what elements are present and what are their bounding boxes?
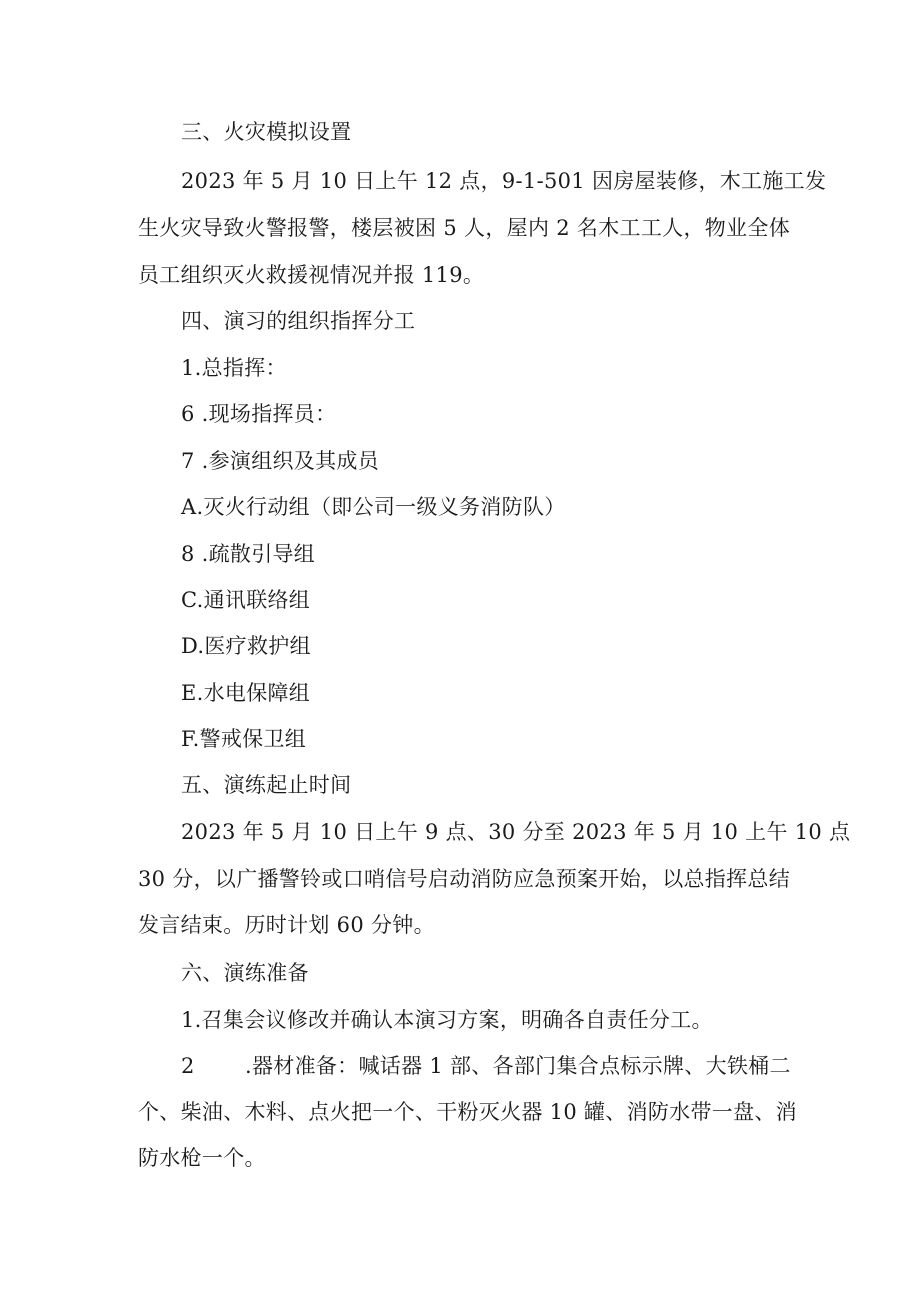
paragraph-line: 发言结束。历时计划 60 分钟。 (138, 913, 435, 937)
paragraph-line: 2023 年 5 月 10 日上午 9 点、30 分至 2023 年 5 月 10 上午 10 点 (181, 820, 851, 844)
list-item: E.水电保障组 (181, 681, 311, 705)
list-item: C.通讯联络组 (181, 588, 311, 612)
list-item: 1.召集会议修改并确认本演习方案，明确各自责任分工。 (181, 1008, 713, 1032)
list-item-number: 2 (181, 1054, 195, 1078)
section-heading-organization: 四、演习的组织指挥分工 (181, 309, 416, 333)
list-item: 7 .参演组织及其成员 (181, 449, 380, 473)
section-heading-fire-simulation: 三、火灾模拟设置 (181, 120, 352, 144)
list-item: 8 .疏散引导组 (181, 542, 316, 566)
paragraph-line: .器材准备：喊话器 1 部、各部门集合点标示牌、大铁桶二 (245, 1054, 791, 1078)
paragraph-line: 2023 年 5 月 10 日上午 12 点，9-1-501 因房屋装修，木工施工发 (181, 169, 827, 193)
list-item: 1.总指挥： (181, 356, 287, 380)
list-item: D.医疗救护组 (181, 634, 311, 658)
paragraph-line: 防水枪一个。 (138, 1146, 266, 1170)
list-item: 6 .现场指挥员： (181, 402, 337, 426)
paragraph-line: 30 分，以广播警铃或口哨信号启动消防应急预案开始，以总指挥总结 (138, 867, 790, 891)
list-item: A.灭火行动组（即公司一级义务消防队） (181, 495, 566, 519)
section-heading-preparation: 六、演练准备 (181, 961, 309, 985)
list-item: F.警戒保卫组 (181, 727, 307, 751)
paragraph-line: 生火灾导致火警报警，楼层被困 5 人，屋内 2 名木工工人，物业全体 (138, 216, 790, 240)
paragraph-line: 个、柴油、木料、点火把一个、干粉灭火器 10 罐、消防水带一盘、消 (138, 1100, 797, 1124)
section-heading-drill-time: 五、演练起止时间 (181, 773, 352, 797)
paragraph-line: 员工组织灭火救援视情况并报 119。 (138, 263, 485, 287)
